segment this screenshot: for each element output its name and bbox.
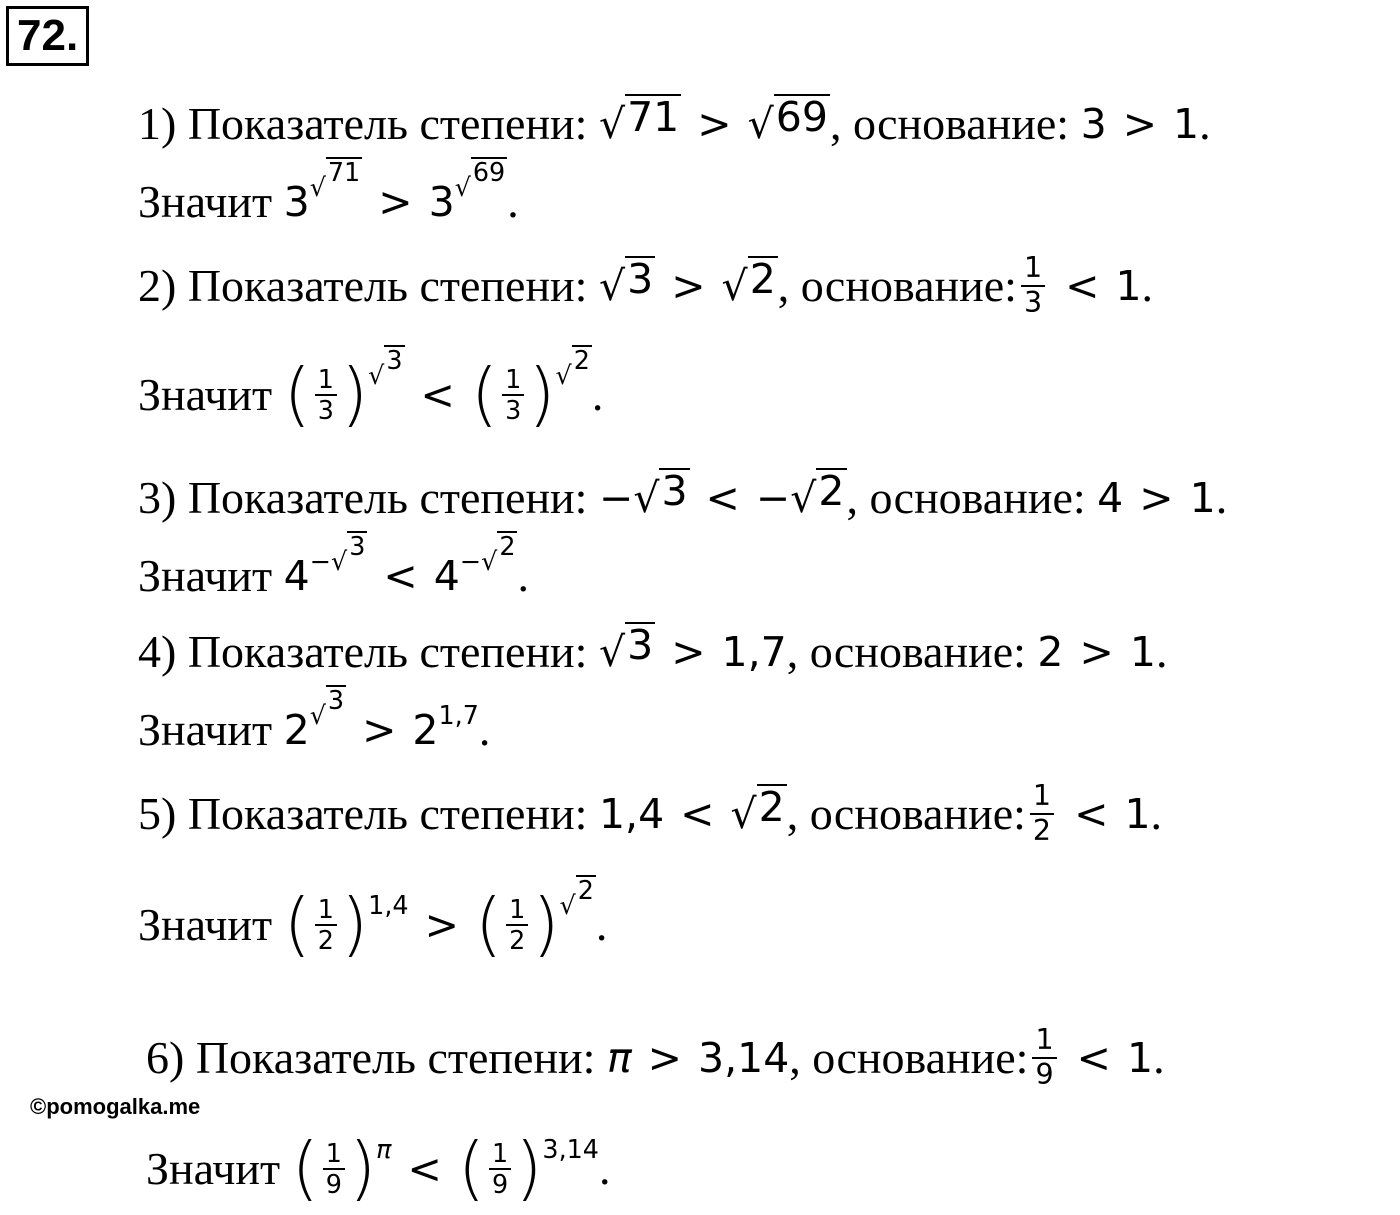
problem-number: 72. [6, 6, 89, 66]
item-3-condition: 3) Показатель степени: − √ 3 < − √ 2 , основание: 4 > 1 . [138, 467, 1228, 523]
item-6-condition: 6) Показатель степени: π > 3,14 , основание: $\frac{1}{9}$ < 1 . [146, 1023, 1165, 1091]
item-4-condition: 4) Показатель степени: √ 3 > 1,7 , основание: 2 > 1 . [138, 621, 1168, 677]
item-2-condition: 2) Показатель степени: √ 3 > √ 2 , основание: $\frac{1}{3}$ < 1 . [138, 251, 1154, 319]
sqrt-71: √ 71 [598, 93, 680, 148]
item-2-result: Значит ( $\frac{1}{3}$ ) $^{√ 3}$ < ( $\frac{1}{3}$ ) $^{√ 2}$ . [138, 344, 604, 435]
item-5-condition: 5) Показатель степени: 1,4 < √ 2 , основание: $\frac{1}{2}$ < 1 . [138, 779, 1163, 847]
item-1-result: Значит 3 $^{√ 71}$ > 3 $^{√ 69}$ . [138, 156, 519, 227]
watermark: ©pomogalka.me [30, 1094, 201, 1119]
sqrt-69: √ 69 [747, 93, 828, 148]
item-3-result: Значит 4 $^{- √ 3}$ < 4 $^{- √ 2}$ . [138, 530, 529, 601]
item-4-result: Значит 2 $^{√ 3}$ > 2 $^{1,7}$ . [138, 684, 491, 755]
item-1-condition: 1) Показатель степени: √ 71 > √ 69 , основание: 3 > 1 . [138, 94, 1211, 154]
item-5-result: Значит ( $\frac{1}{2}$ ) $^{1,4}$ > ( $\frac{1}{2}$ ) $^{√ 2}$ . [138, 874, 608, 965]
item-6-result: Значит ( $\frac{1}{9}$ ) $^\pi$ < ( $\frac{1}{9}$ ) $^{3,14}$ . [146, 1128, 611, 1209]
